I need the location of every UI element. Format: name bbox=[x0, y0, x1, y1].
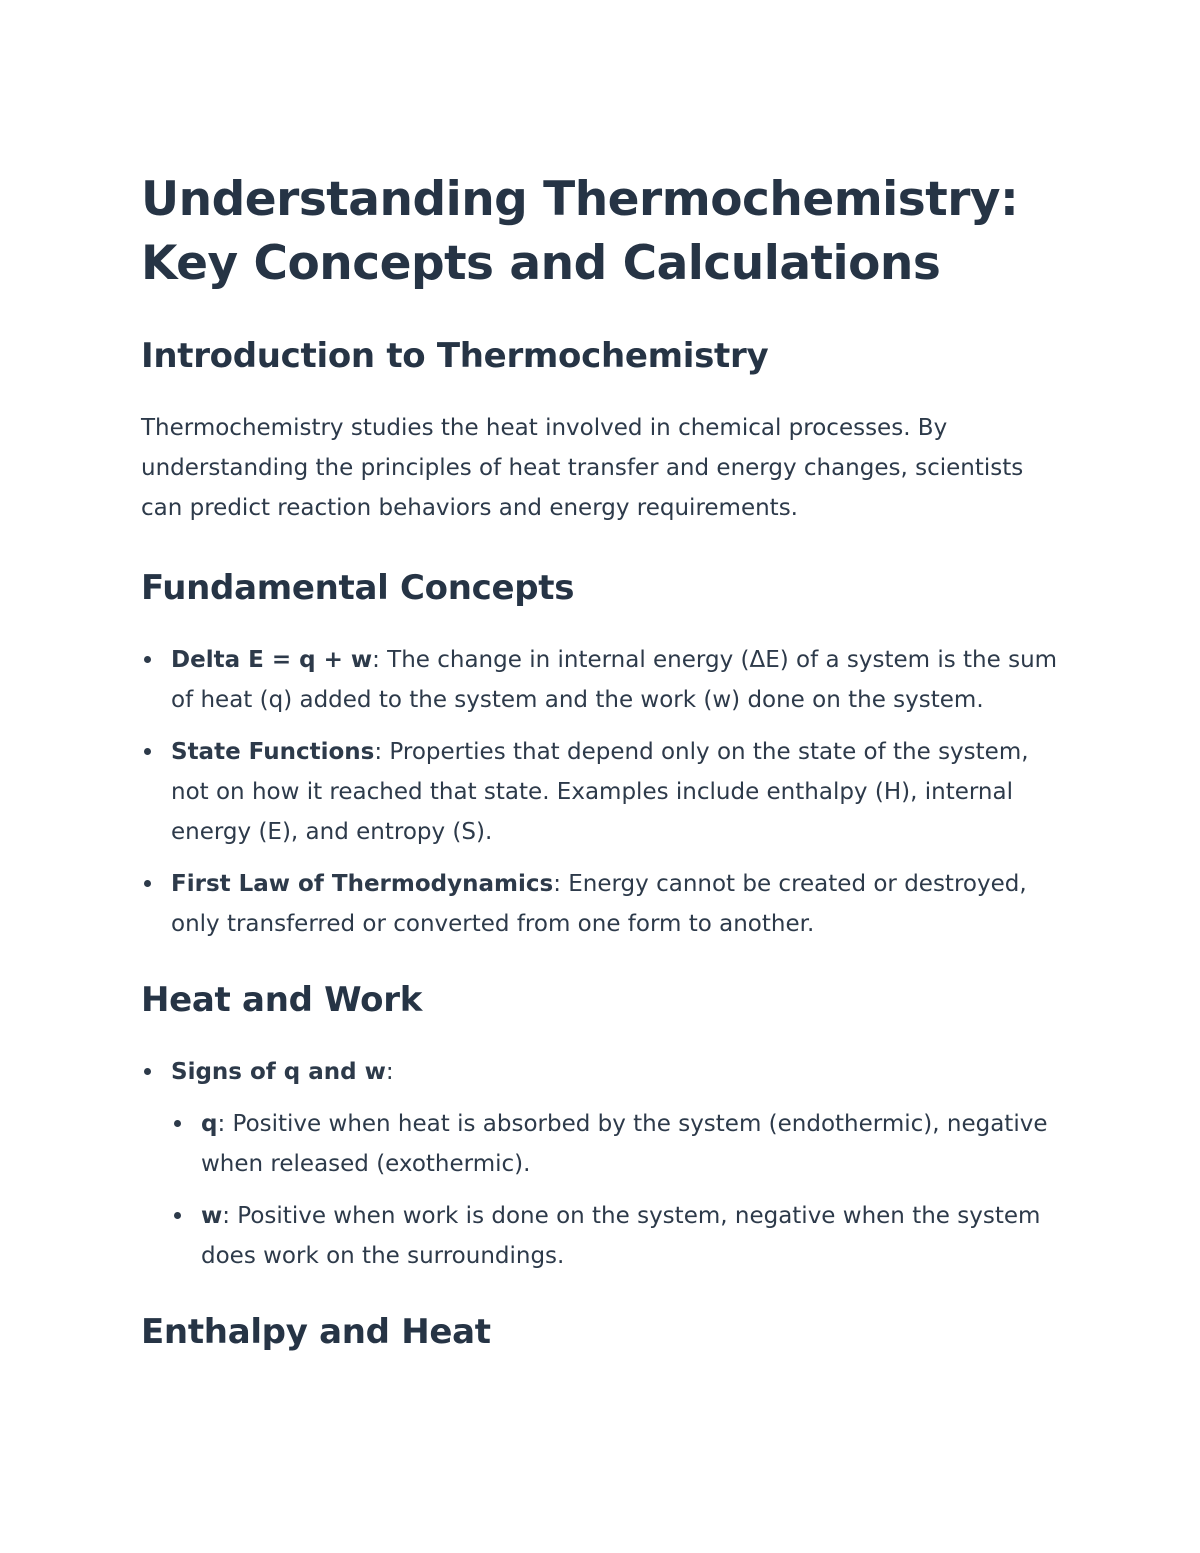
introduction-paragraph: Thermochemistry studies the heat involved in chemical processes. By understanding the principles of heat transfer and energy changes, scientists can predict reaction behaviors and energy requirements. bbox=[141, 415, 1024, 521]
list-item bbox=[141, 1052, 1071, 1276]
section-heading-introduction: Introduction to Thermochemistry bbox=[141, 336, 769, 376]
fundamental-concepts-list bbox=[141, 640, 1071, 944]
sublist-item-text: : Positive when work is done on the system, negative when the system does work on the surroundings. bbox=[201, 1203, 1041, 1269]
list-item-term: Signs of q and w bbox=[171, 1059, 386, 1085]
section-heading-enthalpy-and-heat: Enthalpy and Heat bbox=[141, 1312, 491, 1352]
list-item-term: Delta E = q + w bbox=[171, 647, 373, 673]
list-item-term: State Functions bbox=[171, 739, 375, 765]
sublist-item-term: w bbox=[201, 1203, 223, 1229]
sublist-item-text: : Positive when heat is absorbed by the system (endothermic), negative when released (exothermic). bbox=[201, 1111, 1048, 1177]
list-item-text: : Properties that depend only on the state of the system, not on how it reached that state. Examples include enthalpy (H), internal energy (E), and entropy (S). bbox=[171, 739, 1029, 845]
list-item bbox=[141, 640, 1071, 720]
document-title: Understanding Thermochemistry: Key Concepts and Calculations bbox=[141, 172, 1019, 291]
section-heading-fundamental-concepts: Fundamental Concepts bbox=[141, 568, 575, 608]
signs-sublist bbox=[171, 1104, 1071, 1276]
sublist-item bbox=[171, 1196, 1071, 1276]
list-item bbox=[141, 732, 1071, 852]
document-page bbox=[141, 168, 1071, 1354]
list-item-text: : Energy cannot be created or destroyed, only transferred or converted from one form to another. bbox=[171, 871, 1027, 937]
sublist-item-term: q bbox=[201, 1111, 218, 1137]
section-heading-heat-and-work: Heat and Work bbox=[141, 980, 422, 1020]
sublist-item bbox=[171, 1104, 1071, 1184]
list-item-text: : The change in internal energy (ΔE) of a system is the sum of heat (q) added to the system and the work (w) done on the system. bbox=[171, 647, 1058, 713]
heat-and-work-list bbox=[141, 1052, 1071, 1276]
list-item-text: : bbox=[385, 1059, 394, 1085]
list-item bbox=[141, 864, 1071, 944]
list-item-term: First Law of Thermodynamics bbox=[171, 871, 554, 897]
